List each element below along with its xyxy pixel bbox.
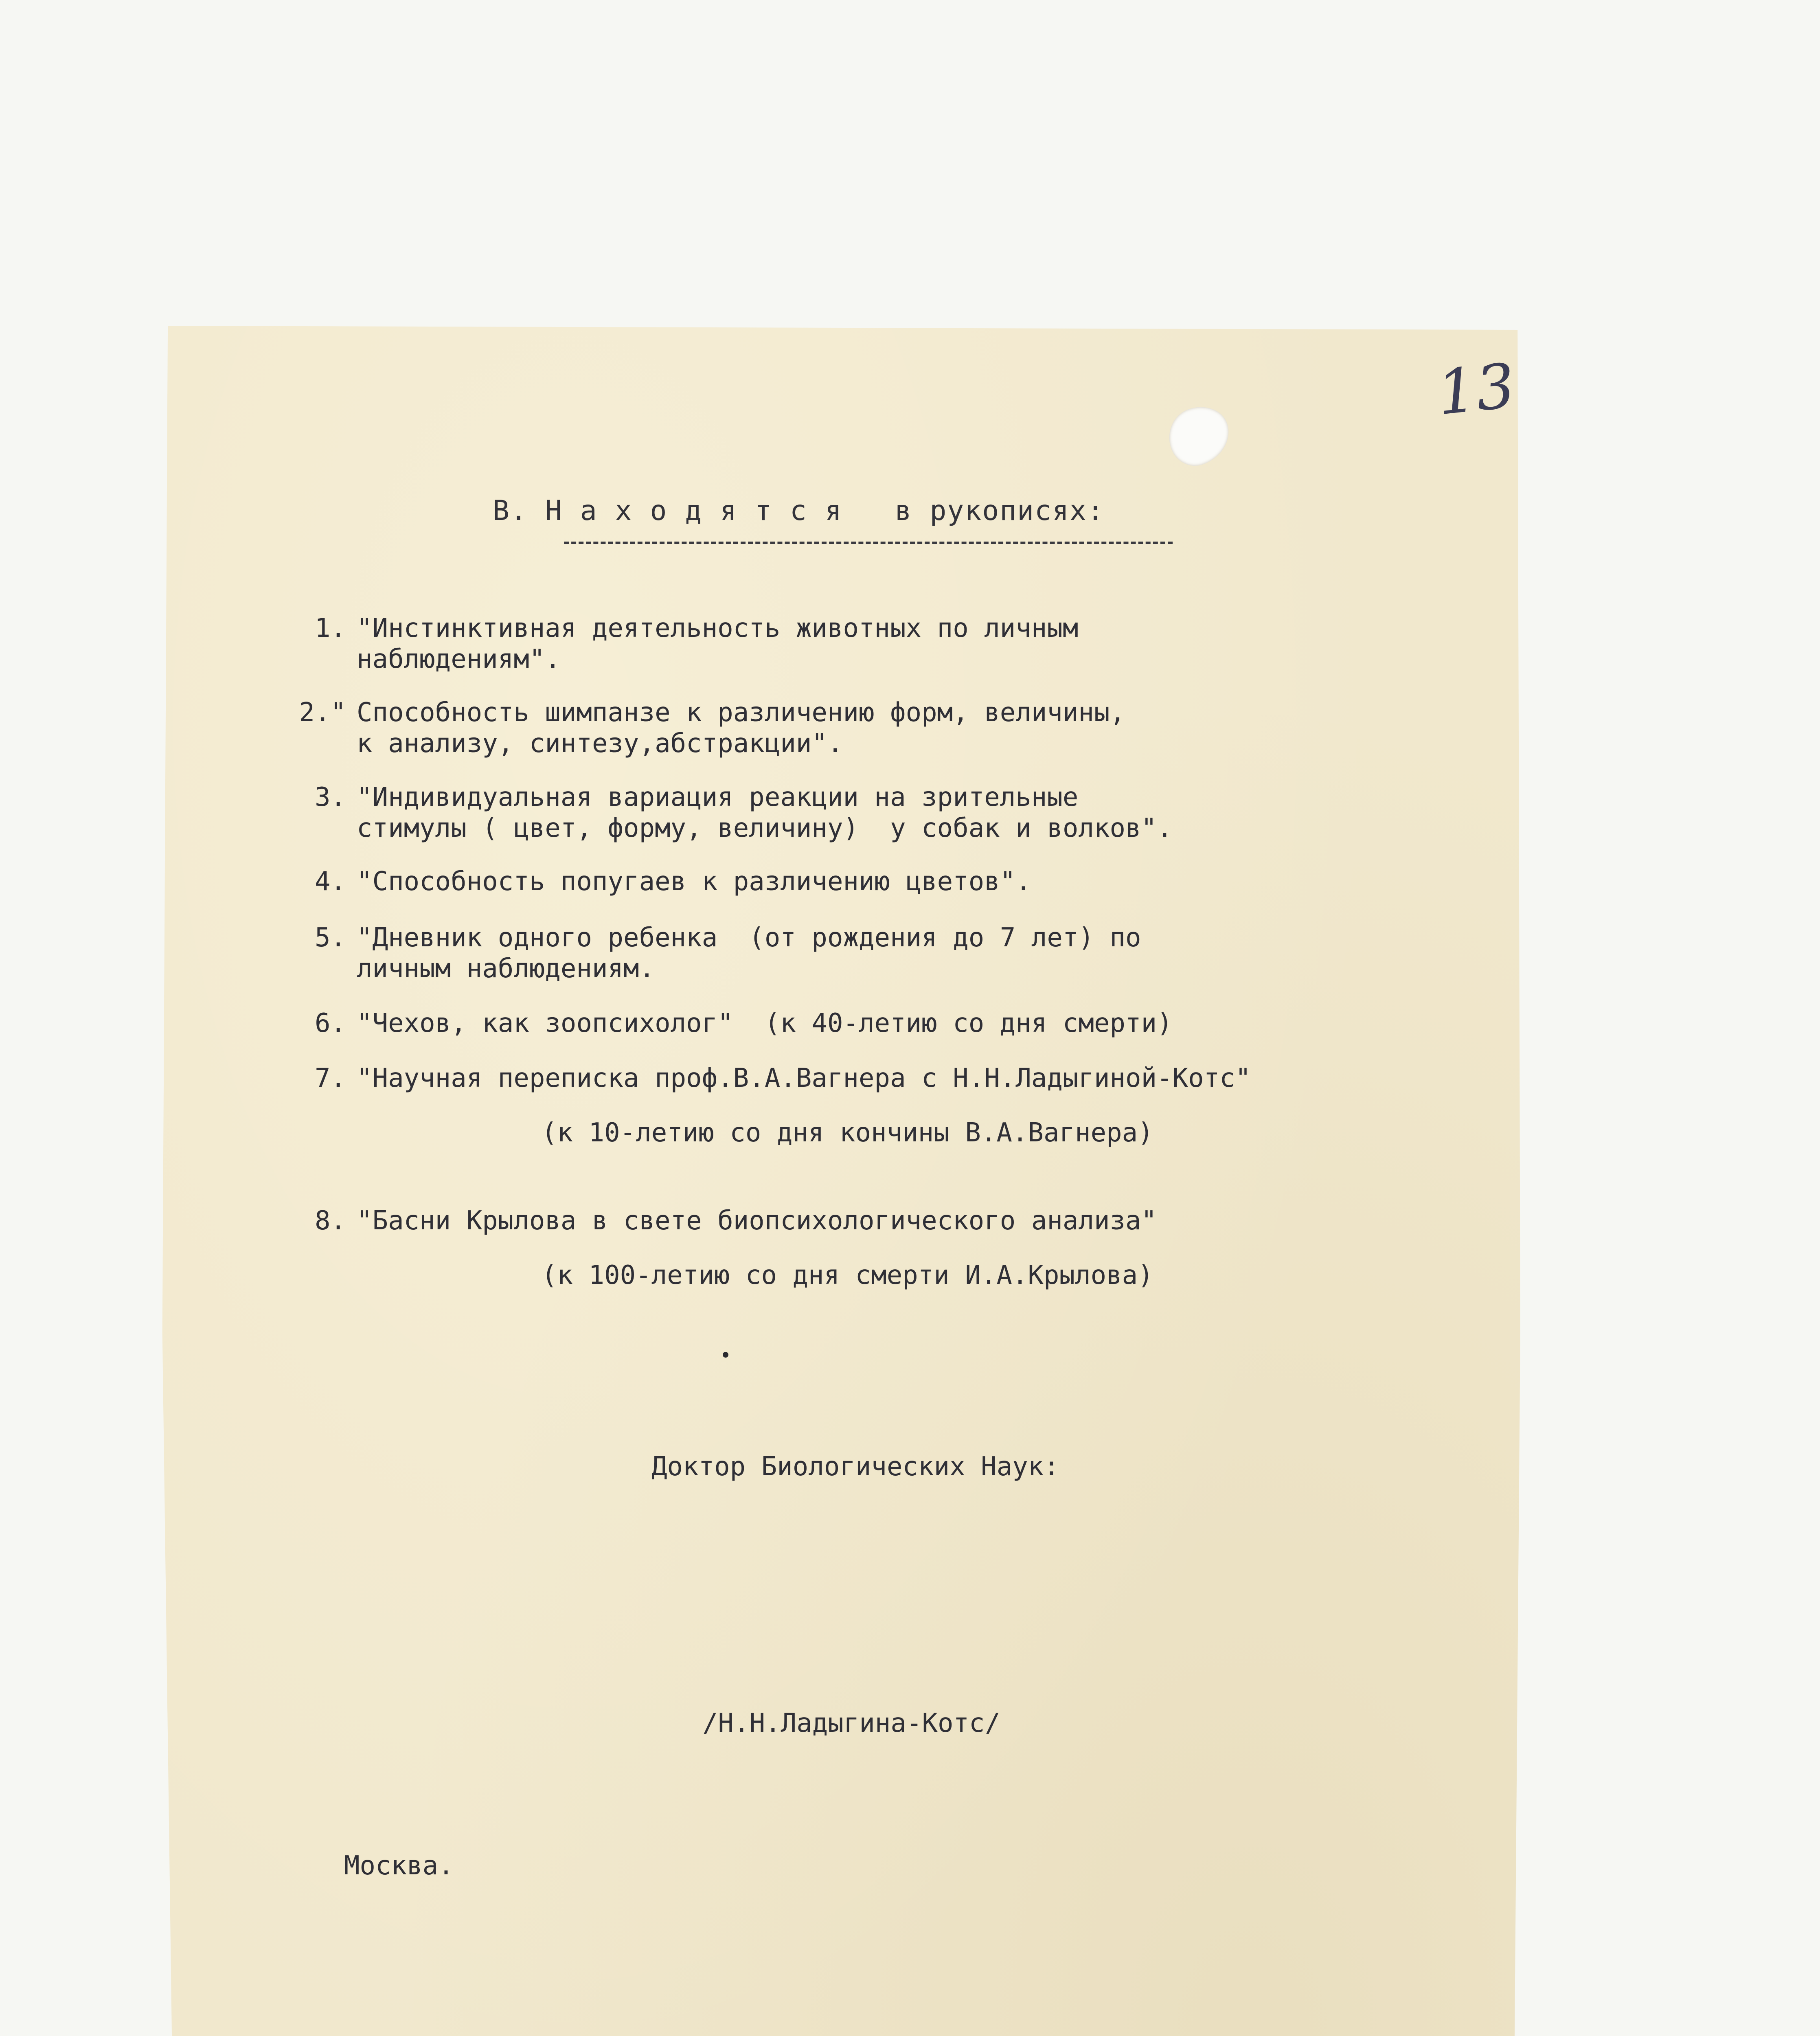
item-7-note: (к 10-летию со дня кончины В.А.Вагнера) (542, 1118, 1153, 1148)
handwritten-page-number: 13 (1434, 350, 1519, 429)
item-number: 6. (314, 1008, 346, 1038)
item-8-note: (к 100-летию со дня смерти И.А.Крылова) (542, 1260, 1153, 1290)
author-signature: /Н.Н.Ладыгина-Котс/ (702, 1708, 1001, 1738)
list-item-1 (285, 613, 1078, 675)
item-text: "Способность попугаев к различению цветов". (357, 867, 1031, 897)
list-item-5 (285, 922, 1141, 984)
item-text: "Индивидуальная вариация реакции на зрительные стимулы ( цвет, форму, величину) у собак и волков". (357, 782, 1173, 843)
list-item-4 (285, 866, 1031, 897)
ink-dot (723, 1352, 728, 1358)
list-item-6 (285, 1008, 1173, 1039)
item-text: "Басни Крылова в свете биопсихологического анализа" (357, 1206, 1157, 1236)
item-number: 8. (314, 1206, 346, 1236)
author-title: Доктор Биологических Наук: (651, 1452, 1059, 1482)
heading-underline (564, 542, 1173, 544)
item-number: 4. (314, 867, 346, 897)
list-item-2 (285, 697, 1125, 759)
item-text: "Дневник одного ребенка (от рождения до 7 лет) по личным наблюдениям. (357, 923, 1141, 984)
item-text: "Инстинктивная деятельность животных по личным наблюдениям". (357, 613, 1079, 674)
item-number: 2." (299, 698, 346, 728)
item-number: 5. (314, 923, 346, 953)
list-item-3 (285, 782, 1173, 844)
place-name: Москва. (344, 1851, 454, 1881)
paper-sheet (160, 314, 1524, 2036)
list-item-8 (285, 1205, 1157, 1236)
item-text: "Научная переписка проф.В.А.Вагнера с Н.Н.Ладыгиной-Котс" (357, 1063, 1251, 1093)
list-item-7 (285, 1063, 1251, 1094)
item-number: 3. (314, 782, 346, 812)
item-number: 1. (314, 613, 346, 643)
item-number: 7. (314, 1063, 346, 1093)
item-text: Способность шимпанзе к различению форм, величины, к анализу, синтезу,абстракции". (357, 698, 1126, 759)
section-heading: В. Н а х о д я т с я в рукописях: (493, 495, 1105, 527)
item-text: "Чехов, как зоопсихолог" (к 40-летию со дня смерти) (357, 1008, 1173, 1038)
